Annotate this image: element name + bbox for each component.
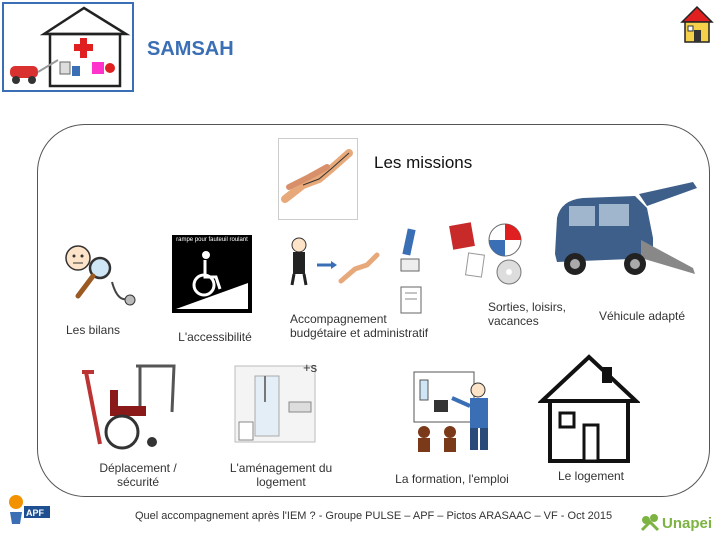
missions-title: Les missions bbox=[374, 153, 473, 172]
unapei-logo-text: Unapei bbox=[662, 515, 713, 532]
mission-label-bilans: Les bilans bbox=[65, 323, 121, 337]
budget-admin-icon bbox=[285, 225, 433, 317]
mission-label-accessibilite: L'accessibilité bbox=[178, 330, 252, 344]
page-title: SAMSAH bbox=[147, 38, 234, 60]
adapted-vehicle-icon bbox=[543, 178, 701, 288]
training-icon bbox=[412, 370, 496, 456]
unapei-logo bbox=[640, 510, 718, 534]
accessibility-ramp-icon bbox=[172, 235, 252, 313]
home-button[interactable] bbox=[680, 4, 714, 44]
handshake-icon bbox=[278, 138, 358, 220]
apf-logo-text: APF bbox=[26, 508, 44, 518]
mission-label-amenagement: L'aménagement du logement bbox=[229, 461, 333, 489]
home-icon bbox=[680, 4, 714, 44]
leisure-icon bbox=[447, 218, 537, 290]
mission-label-deplacement: Déplacement / sécurité bbox=[99, 461, 177, 489]
accessibility-sign-text: rampe pour fauteuil roulant bbox=[176, 237, 248, 243]
mission-label-formation: La formation, l'emploi bbox=[395, 472, 509, 486]
mission-label-logement: Le logement bbox=[557, 469, 625, 483]
house-icon bbox=[538, 353, 640, 465]
mission-label-budget: Accompagnement budgétaire et administratif bbox=[290, 312, 429, 340]
footer-credits: Quel accompagnement après l'IEM ? - Groupe PULSE – APF – Pictos ARASAAC – VF - Oct 2015 bbox=[135, 510, 613, 522]
samsah-pictogram bbox=[2, 2, 134, 92]
apf-logo bbox=[6, 490, 56, 530]
mobility-aids-icon bbox=[78, 360, 178, 452]
bathroom-icon bbox=[225, 362, 325, 452]
mission-label-vehicule: Véhicule adapté bbox=[598, 309, 686, 323]
svg-text:+s: +s bbox=[303, 362, 318, 375]
magnifier-stethoscope-icon bbox=[62, 242, 142, 312]
mission-label-sorties: Sorties, loisirs, vacances bbox=[488, 300, 567, 328]
